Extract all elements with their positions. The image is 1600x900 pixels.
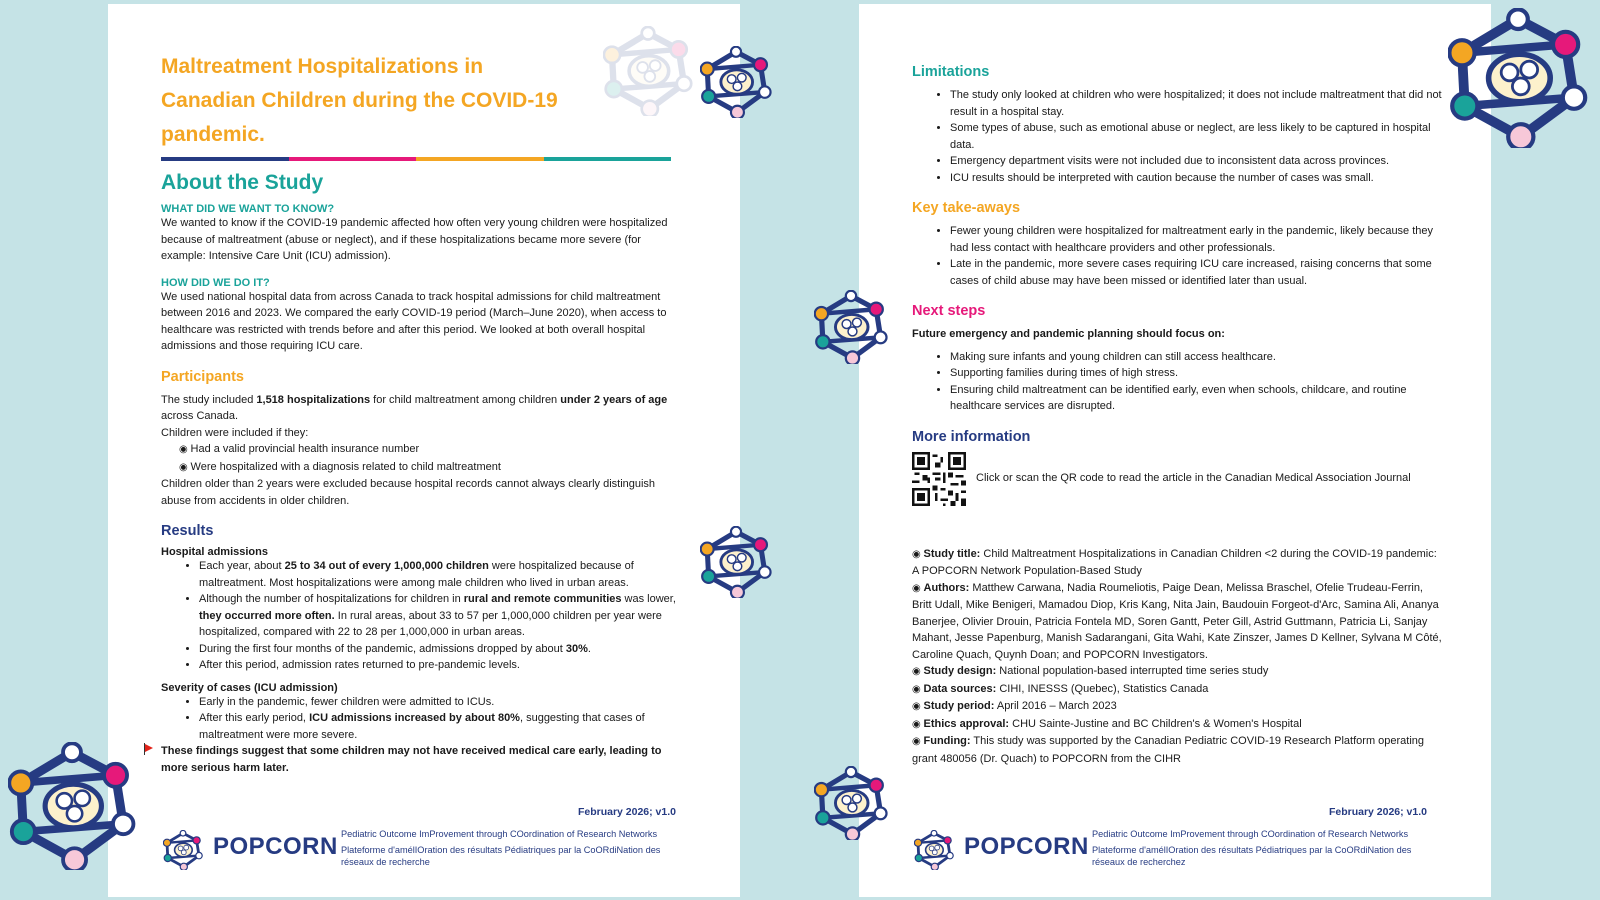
molecule-decoration-icon: [700, 526, 772, 598]
list-item: • Ensuring child maltreatment can be identified early, even when schools, childcare, and routine healthcare services are disrupted.: [950, 382, 1442, 415]
list-item: • Each year, about 25 to 34 out of every 1,000,000 children were hospitalized because of maltreatment. Most hospitalizations were among male children who lived in urban areas.: [199, 558, 686, 591]
left-content: [161, 50, 686, 776]
severity-list: [161, 694, 686, 744]
list-item: • Making sure infants and young children can still access healthcare.: [950, 349, 1442, 366]
study-title: ◉ Study title: Child Maltreatment Hospitalizations in Canadian Children <2 during the COVID-19 pandemic: A POPCORN Network Population-Based Study: [912, 547, 1437, 577]
molecule-decoration-icon: [700, 46, 772, 118]
want-text: We wanted to know if the COVID-19 pandemic affected how often very young children were hospitalized because of maltreatment (abuse or neglect), and if these hospitalizations became more severe (for example: Intensive Care Unit (ICU) admission).: [161, 217, 668, 262]
molecule-decoration-icon: [8, 742, 136, 870]
qr-text[interactable]: Click or scan the QR code to read the article in the Canadian Medical Association Journal: [976, 472, 1411, 485]
qr-code-icon[interactable]: [912, 452, 966, 506]
next-steps-heading: Next steps: [912, 303, 986, 319]
title-line-2: Canadian Children during the COVID-19: [161, 89, 558, 112]
participants-heading: Participants: [161, 368, 244, 385]
popcorn-logo-icon: [914, 830, 954, 870]
takeaways-heading: Key take-aways: [912, 200, 1021, 216]
included-intro: Children were included if they:: [161, 426, 309, 439]
funding: ◉ Funding: This study was supported by the Canadian Pediatric COVID-19 Research Platform operating grant 480056 (Dr. Quach) to POPCORN from the CIHR: [912, 735, 1425, 765]
study-design: ◉ Study design: National population-based interrupted time series study: [912, 665, 1269, 677]
list-item: • During the first four months of the pandemic, admissions dropped by about 30%.: [199, 641, 686, 658]
list-item: • Some types of abuse, such as emotional abuse or neglect, are less likely to be captured in hospital data.: [950, 120, 1442, 153]
right-content: [912, 64, 1442, 767]
study-period: ◉ Study period: April 2016 – March 2023: [912, 700, 1117, 712]
brand-name: POPCORN: [964, 833, 1089, 860]
list-item: • Fewer young children were hospitalized for maltreatment early in the pandemic, likely because they had less contact with healthcare providers and other professionals.: [950, 223, 1442, 256]
results-heading: Results: [161, 523, 214, 539]
qr-block[interactable]: [912, 452, 1442, 506]
molecule-decoration-icon: [814, 290, 888, 364]
footer: [163, 828, 683, 878]
criteria-item: ◉ Had a valid provincial health insurance number: [179, 443, 420, 455]
color-rule: [161, 157, 671, 161]
list-item: • ICU results should be interpreted with caution because the number of cases was small.: [950, 170, 1442, 187]
title-line-3: pandemic.: [161, 123, 265, 146]
conclusion: These findings suggest that some children may not have received medical care early, leading to more serious harm later.: [161, 743, 686, 776]
next-steps-intro: Future emergency and pandemic planning should focus on:: [912, 328, 1225, 340]
ethics-approval: ◉ Ethics approval: CHU Sainte-Justine and BC Children's & Women's Hospital: [912, 717, 1302, 730]
participants-summary: The study included 1,518 hospitalizations for child maltreatment among children under 2 years of age across Canada.: [161, 393, 668, 422]
version-date: February 2026; v1.0: [1328, 806, 1427, 818]
hospital-admissions-list: [161, 558, 686, 674]
page-title: [161, 50, 686, 152]
list-item: • Supporting families during times of high stress.: [950, 365, 1442, 382]
list-item: • After this period, admission rates returned to pre-pandemic levels.: [199, 657, 686, 674]
brand-name: POPCORN: [213, 833, 338, 860]
more-info-heading: More information: [912, 428, 1031, 445]
limitations-heading: Limitations: [912, 64, 990, 80]
about-heading: About the Study: [161, 171, 324, 194]
list-item: • After this early period, ICU admissions increased by about 80%, suggesting that cases of maltreatment were more severe.: [199, 710, 686, 743]
criteria-item: ◉ Were hospitalized with a diagnosis related to child maltreatment: [179, 460, 501, 473]
want-heading: WHAT DID WE WANT TO KNOW?: [161, 203, 335, 215]
takeaways-list: [912, 223, 1442, 289]
next-steps-list: [912, 349, 1442, 415]
how-heading: HOW DID WE DO IT?: [161, 276, 270, 289]
footer: [914, 828, 1434, 878]
brand-tagline: Pediatric Outcome ImProvement through COordination of Research Networks Plateforme d'amélIOration des résultats Pédiatriques par la CoORdiNation des réseaux de recherche: [341, 829, 661, 867]
molecule-decoration-icon: [1448, 8, 1588, 148]
list-item: • Emergency department visits were not included due to inconsistent data across provinces.: [950, 153, 1442, 170]
molecule-decoration-icon: [814, 766, 888, 840]
right-page: [859, 4, 1491, 897]
data-sources: ◉ Data sources: CIHI, INESSS (Quebec), Statistics Canada: [912, 682, 1209, 695]
left-page: [108, 4, 740, 897]
popcorn-logo-icon: [163, 830, 203, 870]
list-item: • Although the number of hospitalizations for children in rural and remote communities was lower, they occurred more often. In rural areas, about 33 to 57 per 1,000,000 children per year were hospitalized, compared with 22 to 28 per 1,000,000 in urban areas.: [199, 591, 686, 641]
version-date: February 2026; v1.0: [577, 806, 676, 818]
limitations-list: [912, 87, 1442, 186]
study-authors: ◉ Authors: Matthew Carwana, Nadia Roumeliotis, Paige Dean, Melissa Braschel, Ofelie Trudeau-Ferrin, Britt Udall, Mike Benigeri, Mamadou Diop, Kris Kang, Nita Jain, Baudouin Forgeot-d'Arc, Samina Ali, Ananya Banerjee, Olivier Drouin, Patricia Fontela MD, Soren Gantt, Peter Gill, Astrid Guttmann, Patricia Li, Sanjay Mahant, Jesse Papenburg, Manish Sadarangani, Gita Wahi, Kate Zinszer, James D Kellner, Sylvana M Côté, Caroline Quach, Quynh Doan; and POPCORN Investigators.: [912, 581, 1442, 661]
how-text: We used national hospital data from across Canada to track hospital admissions for child maltreatment between 2016 and 2023. We compared the early COVID-19 period (March–June 2020), when access to healthcare was restricted with trends before and after this period. We looked at both overall hospital admissions and those requiring ICU care.: [161, 290, 667, 352]
title-line-1: Maltreatment Hospitalizations in: [161, 55, 484, 78]
hospital-admissions-heading: Hospital admissions: [161, 546, 268, 558]
list-item: • Early in the pandemic, fewer children were admitted to ICUs.: [199, 694, 686, 711]
list-item: • The study only looked at children who were hospitalized; it does not include maltreatment that did not result in a hospital stay.: [950, 87, 1442, 120]
severity-heading: Severity of cases (ICU admission): [161, 681, 338, 694]
study-details: [912, 546, 1442, 768]
list-item: • Late in the pandemic, more severe cases requiring ICU care increased, raising concerns that some cases of child abuse may have been missed or identified later than usual.: [950, 256, 1442, 289]
brand-tagline: Pediatric Outcome ImProvement through COordination of Research Networks Plateforme d'amélIOration des résultats Pédiatriques par la CoORdiNation des réseaux de recherchez: [1092, 829, 1412, 867]
excluded-text: Children older than 2 years were excluded because hospital records cannot always clearly distinguish abuse from accidents in older children.: [161, 478, 656, 507]
